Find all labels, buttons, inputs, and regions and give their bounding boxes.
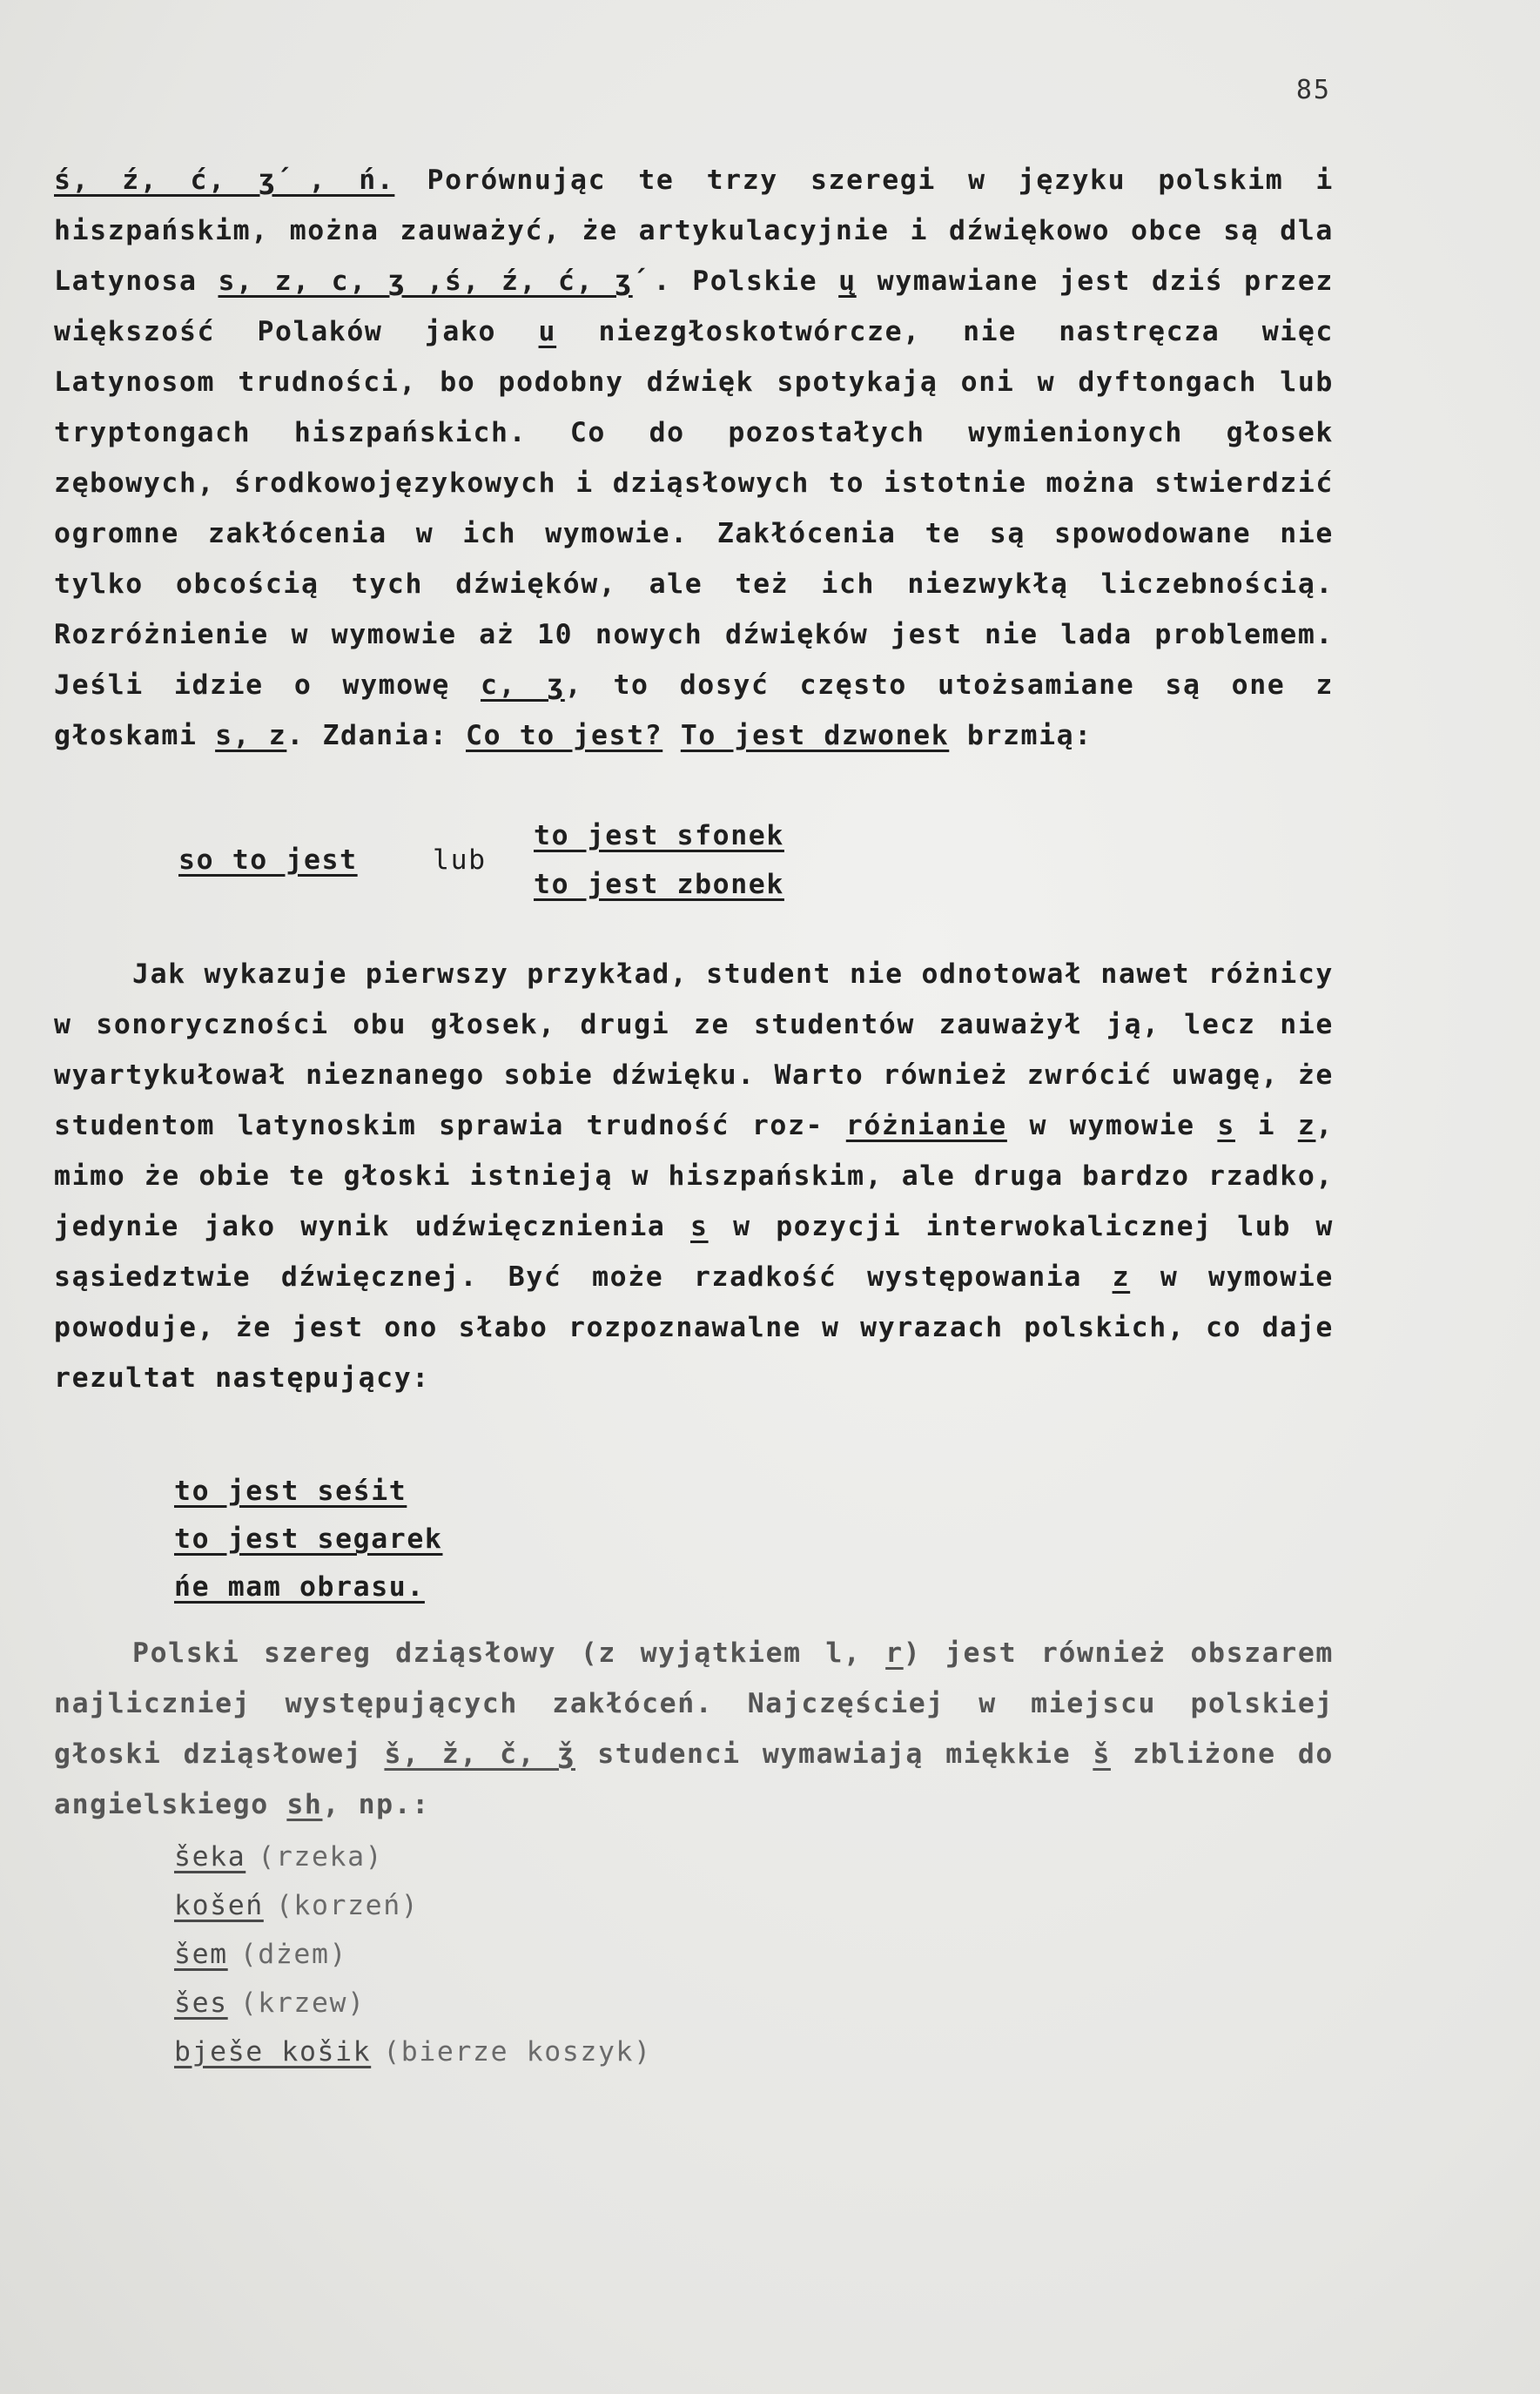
paragraph-2: [54, 949, 1334, 1403]
paragraph-text: ) jest również obszarem najliczniej występujących zakłóceń. Najczęściej w miejscu polskiej głoski dziąsłowej: [54, 1637, 1334, 1770]
paragraph-3: [54, 1628, 1334, 1830]
paragraph-text: zbliżone do angielskiego: [54, 1738, 1334, 1820]
example-gloss: (krzew): [239, 1987, 366, 2019]
hyphenated-word: różnianie: [845, 1110, 1007, 1141]
sound-sh: sh: [286, 1789, 323, 1820]
example-row: [174, 1930, 652, 1979]
example-gloss: (korzeń): [275, 1890, 420, 1921]
example-item: ńe mam obrasu.: [174, 1571, 425, 1603]
paragraph-text: [662, 720, 681, 751]
paragraph-text: niezgłoskotwórcze, nie nastręcza więc Latynosom trudności, bo podobny dźwięk spotykają oni w dyftongach lub tryptongach hiszpańskich. Co do pozostałych wymienionych głosek zębowych, środkowojęzykowych i dziąsłowych to istotnie można stwierdzić ogromne zakłócenia w ich wymowie. Zakłócenia te są spowodowane nie tylko obcością tych dźwięków, ale też ich niezwykłą liczebnością. Rozróżnienie w wymowie aż 10 nowych dźwięków jest nie lada problemem. Jeśli idzie o wymowę: [54, 316, 1334, 701]
conjunction: lub: [433, 844, 487, 876]
example-group-2: [174, 1468, 442, 1611]
sound-u: ų: [838, 266, 857, 297]
example-sentence: Co to jest?: [466, 720, 663, 751]
paragraph-text: Polski szereg dziąsłowy (z wyjątkiem l,: [132, 1637, 886, 1669]
example-word: bješe košik: [174, 2036, 372, 2068]
paragraph-text: , mimo że obie te głoski istnieją w hiszpańskim, ale druga bardzo rzadko, jedynie jako wynik udźwięcznienia: [54, 1110, 1334, 1242]
example-word: košeń: [174, 1890, 264, 1921]
paragraph-1: [54, 155, 1334, 761]
sound-z: z: [1297, 1110, 1316, 1141]
lead-sounds: ś, ź, ć, ʒ́ , ń.: [54, 165, 395, 196]
example-sentence: To jest dzwonek: [680, 720, 950, 751]
paragraph-text: studenci wymawiają miękkie: [575, 1738, 1093, 1770]
hyphenated-word: roz-: [751, 1110, 824, 1141]
example-row: [174, 1979, 652, 2028]
sound-list: š, ž, č, ǯ: [384, 1738, 575, 1770]
sound-r: r: [885, 1637, 904, 1669]
sound-list: s, z, c, ʒ ,ś, ź, ć, ʒ́: [218, 266, 633, 297]
paragraph-text: w wymowie powoduje, że jest ono słabo rozpoznawalne w wyrazach polskich, co daje rezultat następujący:: [54, 1261, 1334, 1394]
example-row: [174, 1832, 652, 1881]
paragraph-text: w pozycji interwokalicznej lub w sąsiedztwie dźwięcznej. Być może rzadkość występowania: [54, 1211, 1334, 1293]
sound-list: c, ʒ: [481, 669, 565, 701]
example-item: to jest seśit: [174, 1476, 407, 1507]
example-item: so to jest: [178, 844, 358, 876]
sound-list: s, z: [215, 720, 287, 751]
sound-u: u: [538, 316, 557, 347]
sound-z: z: [1112, 1261, 1131, 1293]
example-item: to jest sfonek: [534, 820, 784, 851]
sound-s: s: [1217, 1110, 1235, 1141]
example-group-3: [174, 1832, 652, 2076]
example-word: šes: [174, 1987, 228, 2019]
paragraph-text: brzmią:: [949, 720, 1093, 751]
paragraph-text: , np.:: [322, 1789, 430, 1820]
paragraph-text: . Zdania:: [286, 720, 467, 751]
paragraph-text: wymawiane jest dziś przez większość Polaków jako: [54, 266, 1334, 347]
example-gloss: (rzeka): [258, 1841, 384, 1873]
example-item: to jest zbonek: [534, 869, 784, 900]
sound-s: s: [690, 1211, 709, 1242]
example-gloss: (bierze koszyk): [383, 2036, 652, 2068]
example-row: [174, 2028, 652, 2076]
page-number: 85: [1295, 75, 1331, 105]
paragraph-text: i: [1234, 1110, 1298, 1141]
example-word: šem: [174, 1939, 228, 1970]
sound-soft: š: [1093, 1738, 1111, 1770]
paragraph-text: . Polskie: [632, 266, 839, 297]
example-row: [174, 1881, 652, 1930]
example-item: to jest segarek: [174, 1523, 443, 1555]
example-word: šeka: [174, 1841, 246, 1873]
paragraph-text: , to dosyć często utożsamiane są one z głoskami: [54, 669, 1334, 751]
paragraph-text: Jak wykazuje pierwszy przykład, student nie odnotował nawet różnicy w sonoryczności obu głosek, drugi ze studentów zauważył ją, lecz nie wyartykułował nieznanego sobie dźwięku. Warto również zwrócić uwagę, że studentom latynoskim sprawia trudność: [54, 958, 1334, 1141]
example-gloss: (dżem): [239, 1939, 348, 1970]
paragraph-text: w wymowie: [1006, 1110, 1218, 1141]
paragraph-text: Porównując te trzy szeregi w języku polskim i hiszpańskim, można zauważyć, że artykulacyjnie i dźwiękowo obce są dla Latynosa: [54, 165, 1334, 297]
